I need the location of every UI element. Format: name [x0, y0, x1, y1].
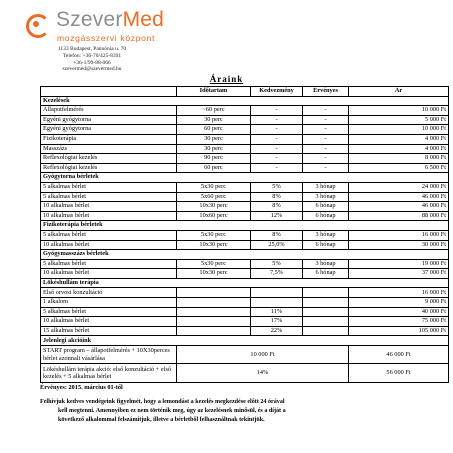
- table-row: [41, 125, 449, 135]
- table-body: [41, 96, 449, 382]
- table-cell: 5 alkalmas bérlet: [41, 192, 177, 202]
- table-cell: -: [251, 115, 303, 125]
- table-cell: 25,0%: [251, 240, 303, 250]
- header-cell: Kedvezmény: [251, 87, 303, 97]
- table-cell: 30 perc: [177, 115, 251, 125]
- table-cell: 10 000 Ft: [349, 125, 449, 135]
- table-cell: 10 alkalmas bérlet: [41, 202, 177, 212]
- table-cell: 5 alkalmas bérlet: [41, 307, 177, 317]
- table-cell: Fizikoterápia: [41, 134, 177, 144]
- page-title: Áraink: [209, 74, 244, 84]
- contact-phone: Telefon: +36-70/425-8391: [62, 52, 122, 59]
- table-cell: 10x30 perc: [177, 202, 251, 212]
- table-row: [41, 364, 449, 382]
- table-cell: [177, 326, 251, 336]
- table-cell: 5x30 perc: [177, 259, 251, 269]
- table-cell: 3 hónap: [303, 182, 349, 192]
- table-cell: [303, 326, 349, 336]
- table-cell: 10x30 perc: [177, 269, 251, 279]
- table-cell: 3 hónap: [303, 230, 349, 240]
- table-cell: -: [303, 106, 349, 116]
- table-cell: 5 alkalmas bérlet: [41, 230, 177, 240]
- section-title: Gyógytorna bérletek: [41, 173, 449, 183]
- section-header-row: [41, 221, 449, 231]
- table-cell: [177, 317, 251, 327]
- table-cell: 6 500 Ft: [349, 163, 449, 173]
- table-cell: [303, 317, 349, 327]
- table-row: [41, 298, 449, 308]
- table-cell: [303, 298, 349, 308]
- table-cell: 5 000 Ft: [349, 115, 449, 125]
- table-cell: Masszázs: [41, 144, 177, 154]
- table-cell: [177, 298, 251, 308]
- table-row: [41, 288, 449, 298]
- table-row: [41, 154, 449, 164]
- table-cell: 5x30 perc: [177, 230, 251, 240]
- header-cell: [41, 87, 177, 97]
- brand-name: SzeverMed: [56, 8, 165, 31]
- contact-address: 1133 Budapest, Pannónia u. 70: [57, 46, 127, 52]
- table-cell: 8%: [251, 202, 303, 212]
- header-cell: Ár: [349, 87, 449, 97]
- table-cell: 6 hónap: [303, 240, 349, 250]
- table-cell: 3 hónap: [303, 192, 349, 202]
- note-line: következő alkalommal felszámítjuk, illetve a bérletből felhasználtnak tekintjük.: [58, 417, 265, 423]
- table-cell: 6 hónap: [303, 211, 349, 221]
- table-cell: [251, 298, 303, 308]
- table-cell: 11%: [251, 307, 303, 317]
- table-cell: 10x30 perc: [177, 240, 251, 250]
- table-cell: -: [251, 134, 303, 144]
- table-row: [41, 346, 449, 364]
- table-cell: -: [251, 163, 303, 173]
- table-cell: 8 000 Ft: [349, 154, 449, 164]
- table-cell: 5%: [251, 182, 303, 192]
- table-row: [41, 211, 449, 221]
- table-row: [41, 163, 449, 173]
- table-row: [41, 134, 449, 144]
- table-cell: 30 000 Ft: [349, 240, 449, 250]
- logo-icon: [24, 12, 48, 36]
- section-title: Lökéshullám terápia: [41, 278, 449, 288]
- table-cell: 10 alkalmas bérlet: [41, 240, 177, 250]
- table-cell: 4 000 Ft: [349, 144, 449, 154]
- table-cell: 30 perc: [177, 144, 251, 154]
- table-cell: 10x60 perc: [177, 211, 251, 221]
- table-cell: 60 perc: [177, 163, 251, 173]
- table-cell: 12%: [251, 211, 303, 221]
- table-cell: START program – állapotfelmérés + 10X30perces bérlet azonnali vásárlása: [41, 346, 177, 364]
- cancellation-note: [40, 398, 440, 425]
- table-cell: 15 alkalmas bérlet: [41, 326, 177, 336]
- note-line: kell megtenni. Amennyiben ez nem történik meg, úgy az kezelésnek minősül, és a díját a: [58, 408, 286, 414]
- table-cell: -: [303, 163, 349, 173]
- section-header-row: [41, 336, 449, 346]
- table-cell: ~60 perc: [177, 106, 251, 116]
- table-cell: -: [303, 115, 349, 125]
- table-row: [41, 326, 449, 336]
- table-cell: 16 000 Ft: [349, 230, 449, 240]
- table-cell: 10 alkalmas bérlet: [41, 269, 177, 279]
- table-cell: 56 000 Ft: [349, 364, 449, 382]
- table-cell: -: [303, 144, 349, 154]
- table-cell: 46 000 Ft: [349, 202, 449, 212]
- table-cell: [303, 307, 349, 317]
- table-cell: 5 alkalmas bérlet: [41, 182, 177, 192]
- table-cell: 5x30 perc: [177, 182, 251, 192]
- table-header-row: [41, 87, 449, 97]
- table-cell: [251, 288, 303, 298]
- table-cell: Lökéshullám terápia akció: első konzultáció + első kezelés + 5 alkalmas bérlet: [41, 364, 177, 382]
- contact-block: [42, 46, 142, 73]
- table-cell: 6 hónap: [303, 202, 349, 212]
- table-row: [41, 202, 449, 212]
- table-row: [41, 144, 449, 154]
- table-cell: 8%: [251, 192, 303, 202]
- table-cell: [303, 288, 349, 298]
- header-cell: Érvényes: [303, 87, 349, 97]
- table-row: [41, 230, 449, 240]
- contact-phone-2: +36-1/99-88-066: [73, 59, 111, 66]
- table-cell: Reflexológiai kezelés: [41, 154, 177, 164]
- table-cell: 14%: [177, 364, 349, 382]
- table-cell: -: [251, 106, 303, 116]
- table-cell: 30 perc: [177, 134, 251, 144]
- table-cell: 105 000 Ft: [349, 326, 449, 336]
- table-cell: 5x60 perc: [177, 192, 251, 202]
- table-cell: Egyéni gyógytorna: [41, 115, 177, 125]
- table-cell: 8%: [251, 230, 303, 240]
- contact-email: szevermed@szevermed.hu: [62, 66, 122, 73]
- table-cell: 1 alkalom: [41, 298, 177, 308]
- table-cell: 88 000 Ft: [349, 211, 449, 221]
- section-header-row: [41, 278, 449, 288]
- table-cell: Reflexológiai kezelés: [41, 163, 177, 173]
- table-row: [41, 106, 449, 116]
- table-row: [41, 317, 449, 327]
- table-cell: 22%: [251, 326, 303, 336]
- section-header-row: [41, 96, 449, 106]
- table-cell: 9 000 Ft: [349, 298, 449, 308]
- table-cell: -: [303, 125, 349, 135]
- table-cell: 10 000 Ft: [177, 346, 349, 364]
- section-title: Kezelések: [41, 96, 449, 106]
- table-cell: Első orvosi konzultáció: [41, 288, 177, 298]
- table-cell: 6 hónap: [303, 269, 349, 279]
- table-cell: [177, 307, 251, 317]
- table-row: [41, 115, 449, 125]
- table-row: [41, 259, 449, 269]
- table-cell: 24 000 Ft: [349, 182, 449, 192]
- table-row: [41, 307, 449, 317]
- section-title: Jelenlegi akcióink: [41, 336, 449, 346]
- table-row: [41, 182, 449, 192]
- table-cell: 46 000 Ft: [349, 192, 449, 202]
- section-header-row: [41, 173, 449, 183]
- table-cell: Állapotfelmérés: [41, 106, 177, 116]
- section-title: Gyógymasszázs bérletek: [41, 250, 449, 260]
- table-cell: 7,5%: [251, 269, 303, 279]
- price-table: [40, 86, 449, 383]
- table-cell: 3 hónap: [303, 259, 349, 269]
- table-cell: 60 perc: [177, 125, 251, 135]
- table-cell: 10 alkalmas bérlet: [41, 317, 177, 327]
- table-cell: [177, 288, 251, 298]
- table-cell: 37 000 Ft: [349, 269, 449, 279]
- table-cell: Egyéni gyógytorna: [41, 125, 177, 135]
- table-cell: -: [251, 144, 303, 154]
- table-cell: 17%: [251, 317, 303, 327]
- table-cell: 75 000 Ft: [349, 317, 449, 327]
- table-cell: 5%: [251, 259, 303, 269]
- table-cell: -: [251, 125, 303, 135]
- valid-from: Érvényes: 2015. március 01-től: [40, 384, 123, 391]
- table-row: [41, 269, 449, 279]
- table-row: [41, 240, 449, 250]
- brand-subtitle: mozgásszervi központ: [57, 33, 156, 43]
- note-line: Felhívjuk kedves vendégeink figyelmét, hogy a lemondást a kezelés megkezdése előtt 24 órával: [40, 399, 285, 405]
- table-cell: -: [303, 154, 349, 164]
- section-title: Fizikoterápia bérletek: [41, 221, 449, 231]
- section-header-row: [41, 250, 449, 260]
- table-cell: -: [303, 134, 349, 144]
- header-cell: Időtartam: [177, 87, 251, 97]
- table-cell: 10 000 Ft: [349, 106, 449, 116]
- header: [24, 8, 224, 72]
- table-cell: -: [251, 154, 303, 164]
- table-cell: 10 alkalmas bérlet: [41, 211, 177, 221]
- table-row: [41, 192, 449, 202]
- table-cell: 46 000 Ft: [349, 346, 449, 364]
- table-cell: 19 000 Ft: [349, 259, 449, 269]
- table-cell: 40 000 Ft: [349, 307, 449, 317]
- table-cell: 4 000 Ft: [349, 134, 449, 144]
- table-cell: 5 alkalmas bérlet: [41, 259, 177, 269]
- table-cell: 90 perc: [177, 154, 251, 164]
- table-cell: 16 000 Ft: [349, 288, 449, 298]
